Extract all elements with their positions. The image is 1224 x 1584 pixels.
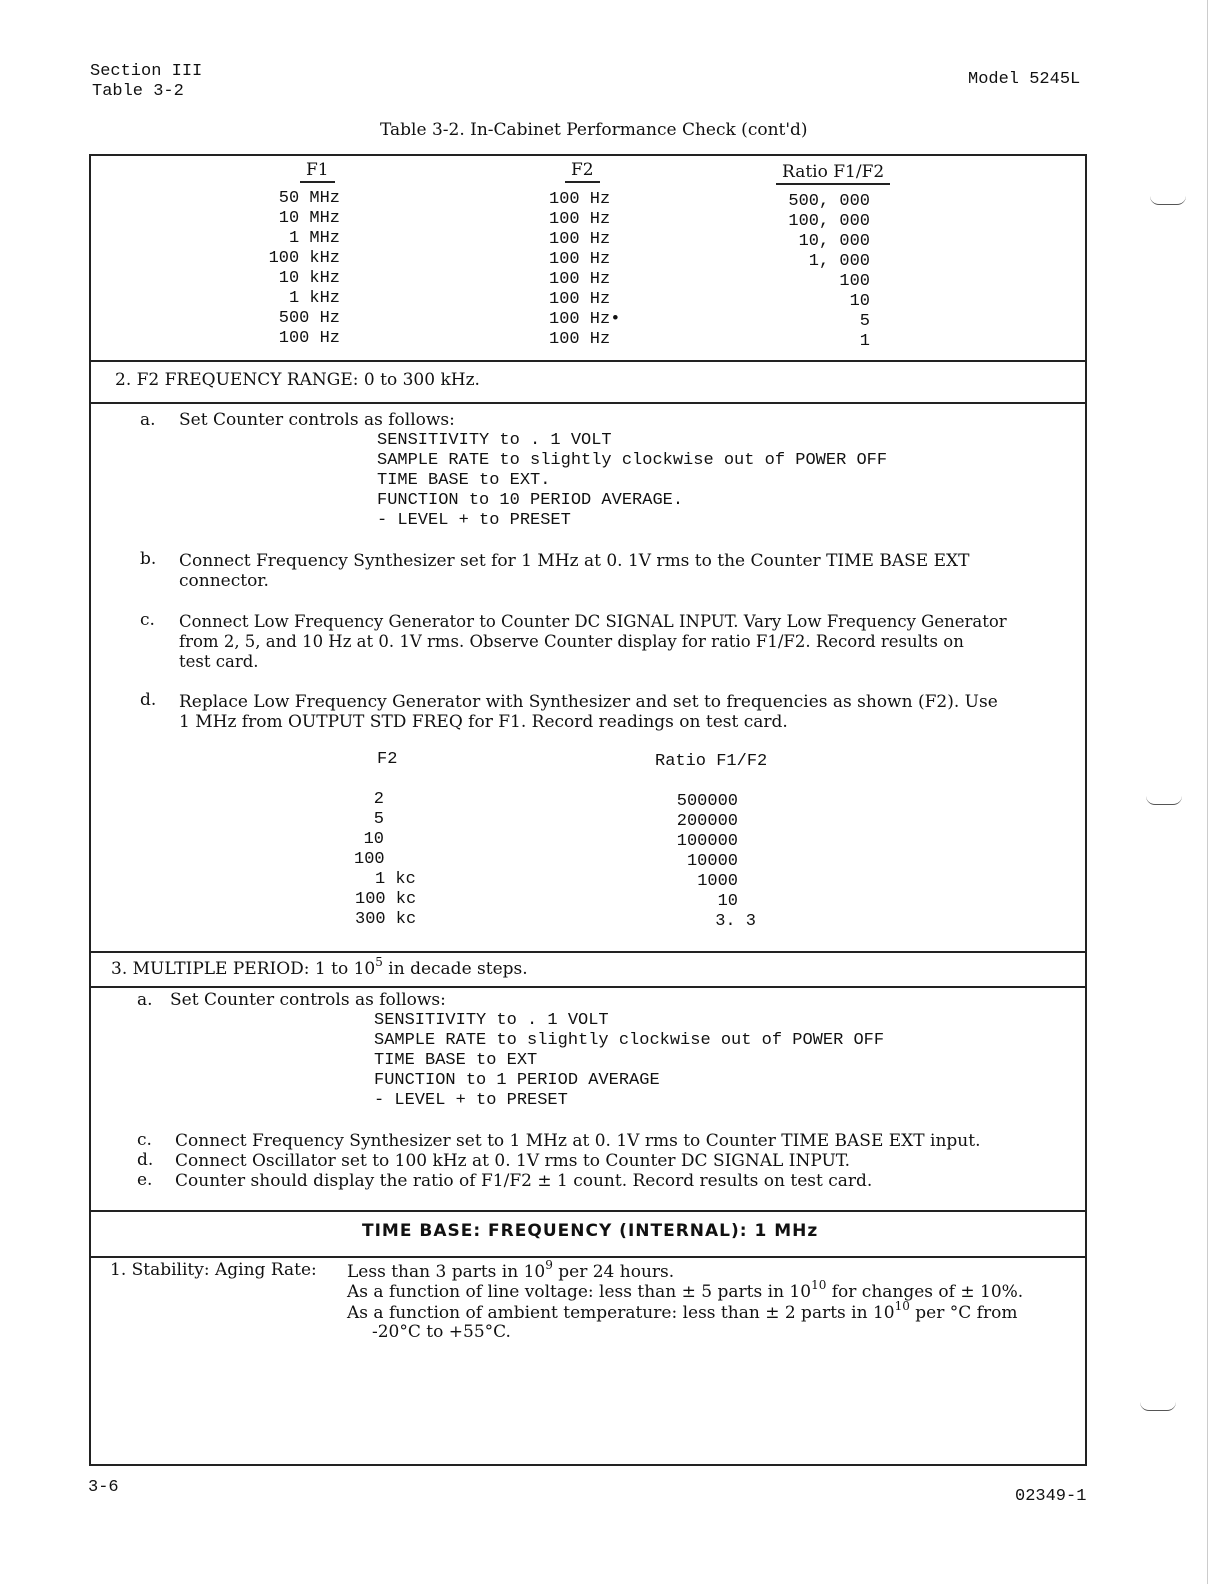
f2-cell: 100 Hz• — [549, 310, 621, 329]
sub-f2-cell: 2 — [373, 790, 384, 809]
f2-column — [549, 190, 620, 350]
text-line: 1 MHz from OUTPUT STD FREQ for F1. Record readings on test card. — [179, 712, 788, 732]
setting-line: SAMPLE RATE to slightly clockwise out of POWER OFF — [377, 451, 888, 470]
model-label: Model 5245L — [968, 70, 1081, 89]
step-text: Connect Frequency Synthesizer set to 1 MHz at 0. 1V rms to Counter TIME BASE EXT input. — [175, 1131, 981, 1151]
temperature-line: As a function of ambient temperature: less than ± 2 parts in $10^{10}$ per °C from — [347, 1299, 1018, 1323]
f1-cell: 1 kHz — [288, 289, 340, 308]
f2-cell: 100 Hz — [549, 330, 611, 349]
sub-header-f2: F2 — [377, 750, 398, 769]
sub-f2-column-num — [330, 790, 384, 870]
sub-f2-cell: 300 kc — [355, 910, 417, 929]
sub-f2-column-units — [355, 870, 416, 930]
divider — [89, 986, 1085, 988]
text-line: Replace Low Frequency Generator with Synthesizer and set to frequencies as shown (F2). Use — [179, 692, 998, 712]
sub-ratio-cell: 100000 — [676, 832, 738, 851]
sub-ratio-cell: 10000 — [686, 852, 738, 871]
ratio-cell: 100, 000 — [788, 212, 870, 231]
binder-mark — [1146, 796, 1182, 805]
step-texts — [175, 1131, 980, 1191]
divider — [89, 951, 1085, 953]
f1-column — [250, 189, 340, 349]
f2-cell: 100 Hz — [549, 270, 611, 289]
divider — [89, 1256, 1085, 1258]
section-label: Section III — [90, 62, 203, 81]
text-line: Connect Low Frequency Generator to Counter DC SIGNAL INPUT. Vary Low Frequency Generator — [179, 612, 1007, 631]
f1-cell: 100 kHz — [268, 249, 340, 268]
sub-ratio-cell: 500000 — [676, 792, 738, 811]
step-text: Counter should display the ratio of F1/F2 ± 1 count. Record results on test card. — [175, 1171, 873, 1191]
ratio-cell: 10 — [849, 292, 870, 311]
text-line: test card. — [179, 652, 259, 671]
sub-f2-cell: 100 — [354, 850, 385, 869]
f1-cell: 10 MHz — [278, 209, 340, 228]
sub-ratio-cell: 1000 — [697, 872, 738, 891]
setting-line: - LEVEL + to PRESET — [374, 1091, 568, 1110]
step-letters — [137, 1130, 153, 1190]
step-letter: a. — [140, 410, 156, 430]
col-header-ratio: Ratio F1/F2 — [776, 162, 890, 185]
temperature-range: -20°C to +55°C. — [372, 1322, 511, 1342]
binder-mark — [1140, 1402, 1176, 1411]
table-ref: Table 3-2 — [92, 82, 184, 101]
setting-line: TIME BASE to EXT. — [377, 471, 551, 490]
sub-ratio-cell: 10 — [717, 892, 738, 911]
step-b-text — [179, 551, 969, 591]
text-line: Connect Frequency Synthesizer set for 1 MHz at 0. 1V rms to the Counter TIME BASE EXT — [179, 551, 970, 571]
setting-line: - LEVEL + to PRESET — [377, 511, 571, 530]
step-letter: a. — [137, 990, 153, 1010]
step-c-text — [179, 612, 1007, 672]
f1-cell: 10 kHz — [278, 269, 340, 288]
page-number: 3-6 — [88, 1478, 119, 1497]
section-2-title: 2. F2 FREQUENCY RANGE: 0 to 300 kHz. — [115, 370, 480, 390]
col-header-f2: F2 — [565, 160, 600, 183]
col-header-f1: F1 — [300, 160, 335, 183]
f1-cell: 1 MHz — [288, 229, 340, 248]
ratio-cell: 500, 000 — [788, 192, 870, 211]
step-letter: e. — [137, 1170, 153, 1190]
time-base-heading: TIME BASE: FREQUENCY (INTERNAL): 1 MHz — [362, 1221, 819, 1241]
sub-f2-cell: 1 kc — [375, 870, 416, 889]
setting-line: TIME BASE to EXT — [374, 1051, 538, 1070]
ratio-cell: 1 — [859, 332, 870, 351]
stability-label: 1. Stability: Aging Rate: — [110, 1260, 317, 1280]
step-a-text: Set Counter controls as follows: — [179, 410, 455, 430]
section-3-title: 3. MULTIPLE PERIOD: 1 to $10^5$ in decade steps. — [111, 955, 528, 979]
doc-number: 02349-1 — [1015, 1487, 1087, 1506]
setting-line: SENSITIVITY to . 1 VOLT — [377, 431, 612, 450]
binder-mark — [1150, 196, 1186, 205]
table-caption: Table 3-2. In-Cabinet Performance Check (cont'd) — [380, 120, 808, 140]
f2-cell: 100 Hz — [549, 190, 611, 209]
step-text: Connect Oscillator set to 100 kHz at 0. 1V rms to Counter DC SIGNAL INPUT. — [175, 1151, 851, 1171]
f2-cell: 100 Hz — [549, 290, 611, 309]
ratio-column — [770, 192, 870, 352]
divider — [89, 402, 1087, 404]
ratio-cell: 5 — [859, 312, 870, 331]
setting-line: FUNCTION to 1 PERIOD AVERAGE — [374, 1071, 660, 1090]
step-letter: d. — [137, 1150, 154, 1170]
aging-rate-line: Less than 3 parts in $10^9$ per 24 hours. — [347, 1258, 675, 1282]
sub-f2-cell: 100 kc — [355, 890, 417, 909]
f2-cell: 100 Hz — [549, 250, 611, 269]
ratio-cell: 100 — [839, 272, 870, 291]
step-letter: b. — [140, 549, 157, 569]
step-letter: d. — [140, 690, 157, 710]
f2-cell: 100 Hz — [549, 230, 611, 249]
text-line: connector. — [179, 571, 269, 591]
control-settings — [377, 431, 887, 531]
line-voltage-line: As a function of line voltage: less than ± 5 parts in $10^{10}$ for changes of ± 10%. — [347, 1278, 1024, 1302]
step-letter: c. — [137, 1130, 152, 1150]
f1-cell: 500 Hz — [278, 309, 340, 328]
setting-line: SAMPLE RATE to slightly clockwise out of POWER OFF — [374, 1031, 885, 1050]
divider — [89, 360, 1087, 362]
page-edge — [1207, 0, 1208, 1584]
control-settings — [374, 1011, 884, 1111]
ratio-cell: 1, 000 — [808, 252, 870, 271]
sub-ratio-column — [660, 792, 756, 932]
step-d-text — [179, 692, 998, 732]
sub-f2-cell: 10 — [363, 830, 384, 849]
sub-ratio-cell: 200000 — [676, 812, 738, 831]
sub-ratio-cell: 3. 3 — [715, 912, 756, 931]
divider — [89, 1210, 1085, 1212]
f1-cell: 100 Hz — [278, 329, 340, 348]
f1-cell: 50 MHz — [278, 189, 340, 208]
setting-line: FUNCTION to 10 PERIOD AVERAGE. — [377, 491, 684, 510]
f2-cell: 100 Hz — [549, 210, 611, 229]
text-line: from 2, 5, and 10 Hz at 0. 1V rms. Observe Counter display for ratio F1/F2. Record results on — [179, 632, 964, 651]
ratio-cell: 10, 000 — [798, 232, 870, 251]
sub-header-ratio: Ratio F1/F2 — [655, 752, 768, 771]
step-a-text: Set Counter controls as follows: — [170, 990, 446, 1010]
sub-f2-cell: 5 — [373, 810, 384, 829]
step-letter: c. — [140, 610, 155, 630]
setting-line: SENSITIVITY to . 1 VOLT — [374, 1011, 609, 1030]
